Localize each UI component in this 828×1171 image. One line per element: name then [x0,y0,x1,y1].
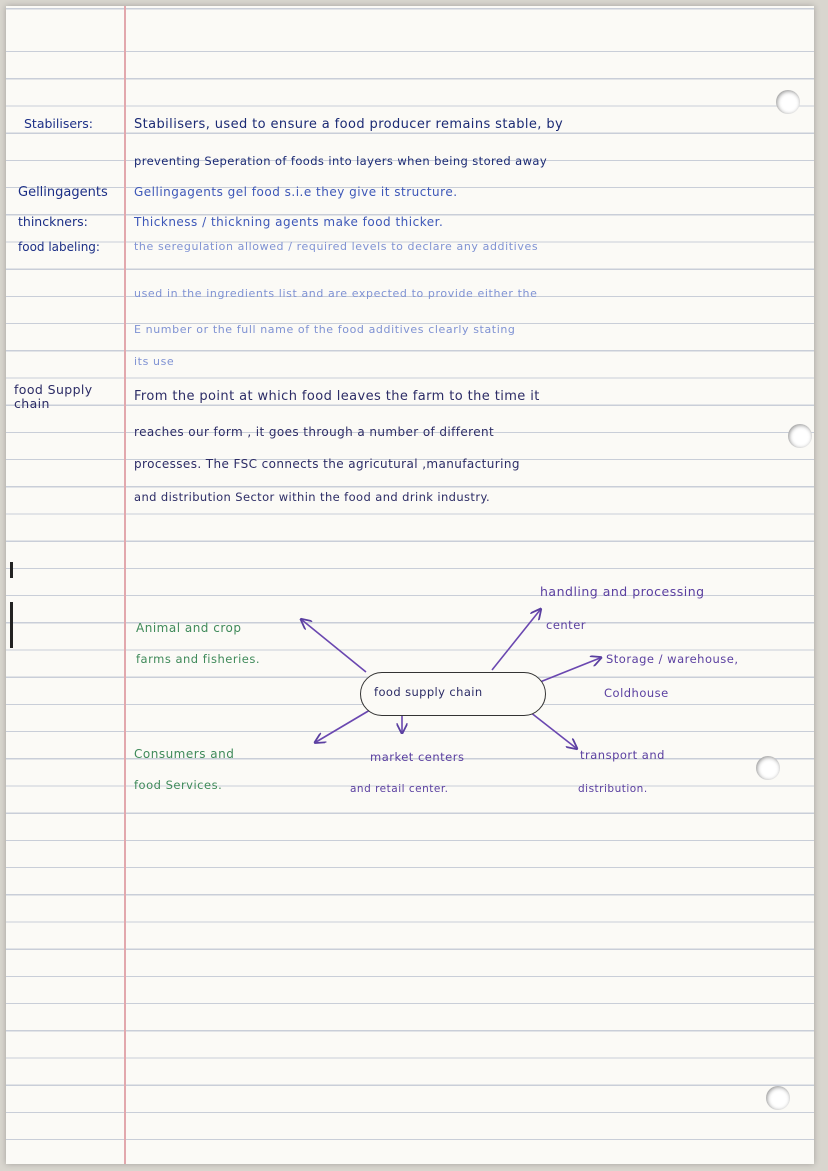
node-handling-line-2: center [546,618,586,632]
node-consumers-line-1: Consumers and [134,747,235,761]
arrow-storage [540,658,600,682]
term-gelling-agents: Gellingagents [18,185,108,200]
thickeners-line-1: Thickness / thickning agents make food thicker. [134,215,444,229]
stabilisers-line-2: preventing Seperation of foods into layers when being stored away [134,154,548,168]
term-food-labeling: food labeling: [18,240,100,254]
fsc-line-2: reaches our form , it goes through a number of different [134,425,495,439]
term-stabilisers: Stabilisers: [24,116,93,131]
node-market-line-1: market centers [370,750,465,764]
labeling-line-2: used in the ingredients list and are expected to provide either the [134,287,538,300]
fsc-line-4: and distribution Sector within the food and drink industry. [134,490,491,504]
arrow-consumers [316,710,370,742]
node-handling-line-1: handling and processing [540,584,705,599]
node-transport-line-2: distribution. [578,783,648,795]
arrow-handling [492,610,540,670]
node-storage-line-2: Coldhouse [604,686,669,700]
node-storage-line-1: Storage / warehouse, [606,652,739,666]
term-food-supply-chain-2: chain [14,396,50,411]
node-transport-line-1: transport and [580,748,665,762]
diagram-center-label: food supply chain [374,685,483,699]
fsc-line-1: From the point at which food leaves the farm to the time it [134,389,540,404]
labeling-line-4: its use [134,355,175,368]
node-animal-line-2: farms and fisheries. [136,652,261,666]
arrow-animal-farms [302,620,366,672]
node-market-line-2: and retail center. [350,783,449,795]
term-thickeners: thinckners: [18,214,88,229]
labeling-line-3: E number or the full name of the food additives clearly stating [134,323,516,336]
gelling-line-1: Gellingagents gel food s.i.e they give it structure. [134,185,458,199]
arrow-transport [530,712,576,748]
notebook-page [6,6,814,1164]
stabilisers-line-1: Stabilisers, used to ensure a food producer remains stable, by [134,117,564,132]
labeling-line-1: the seregulation allowed / required levels to declare any additives [134,240,539,253]
term-food-supply-chain: food Supply [14,382,93,397]
node-consumers-line-2: food Services. [134,778,223,792]
fsc-line-3: processes. The FSC connects the agricutural ,manufacturing [134,457,520,471]
node-animal-line-1: Animal and crop [136,621,242,635]
